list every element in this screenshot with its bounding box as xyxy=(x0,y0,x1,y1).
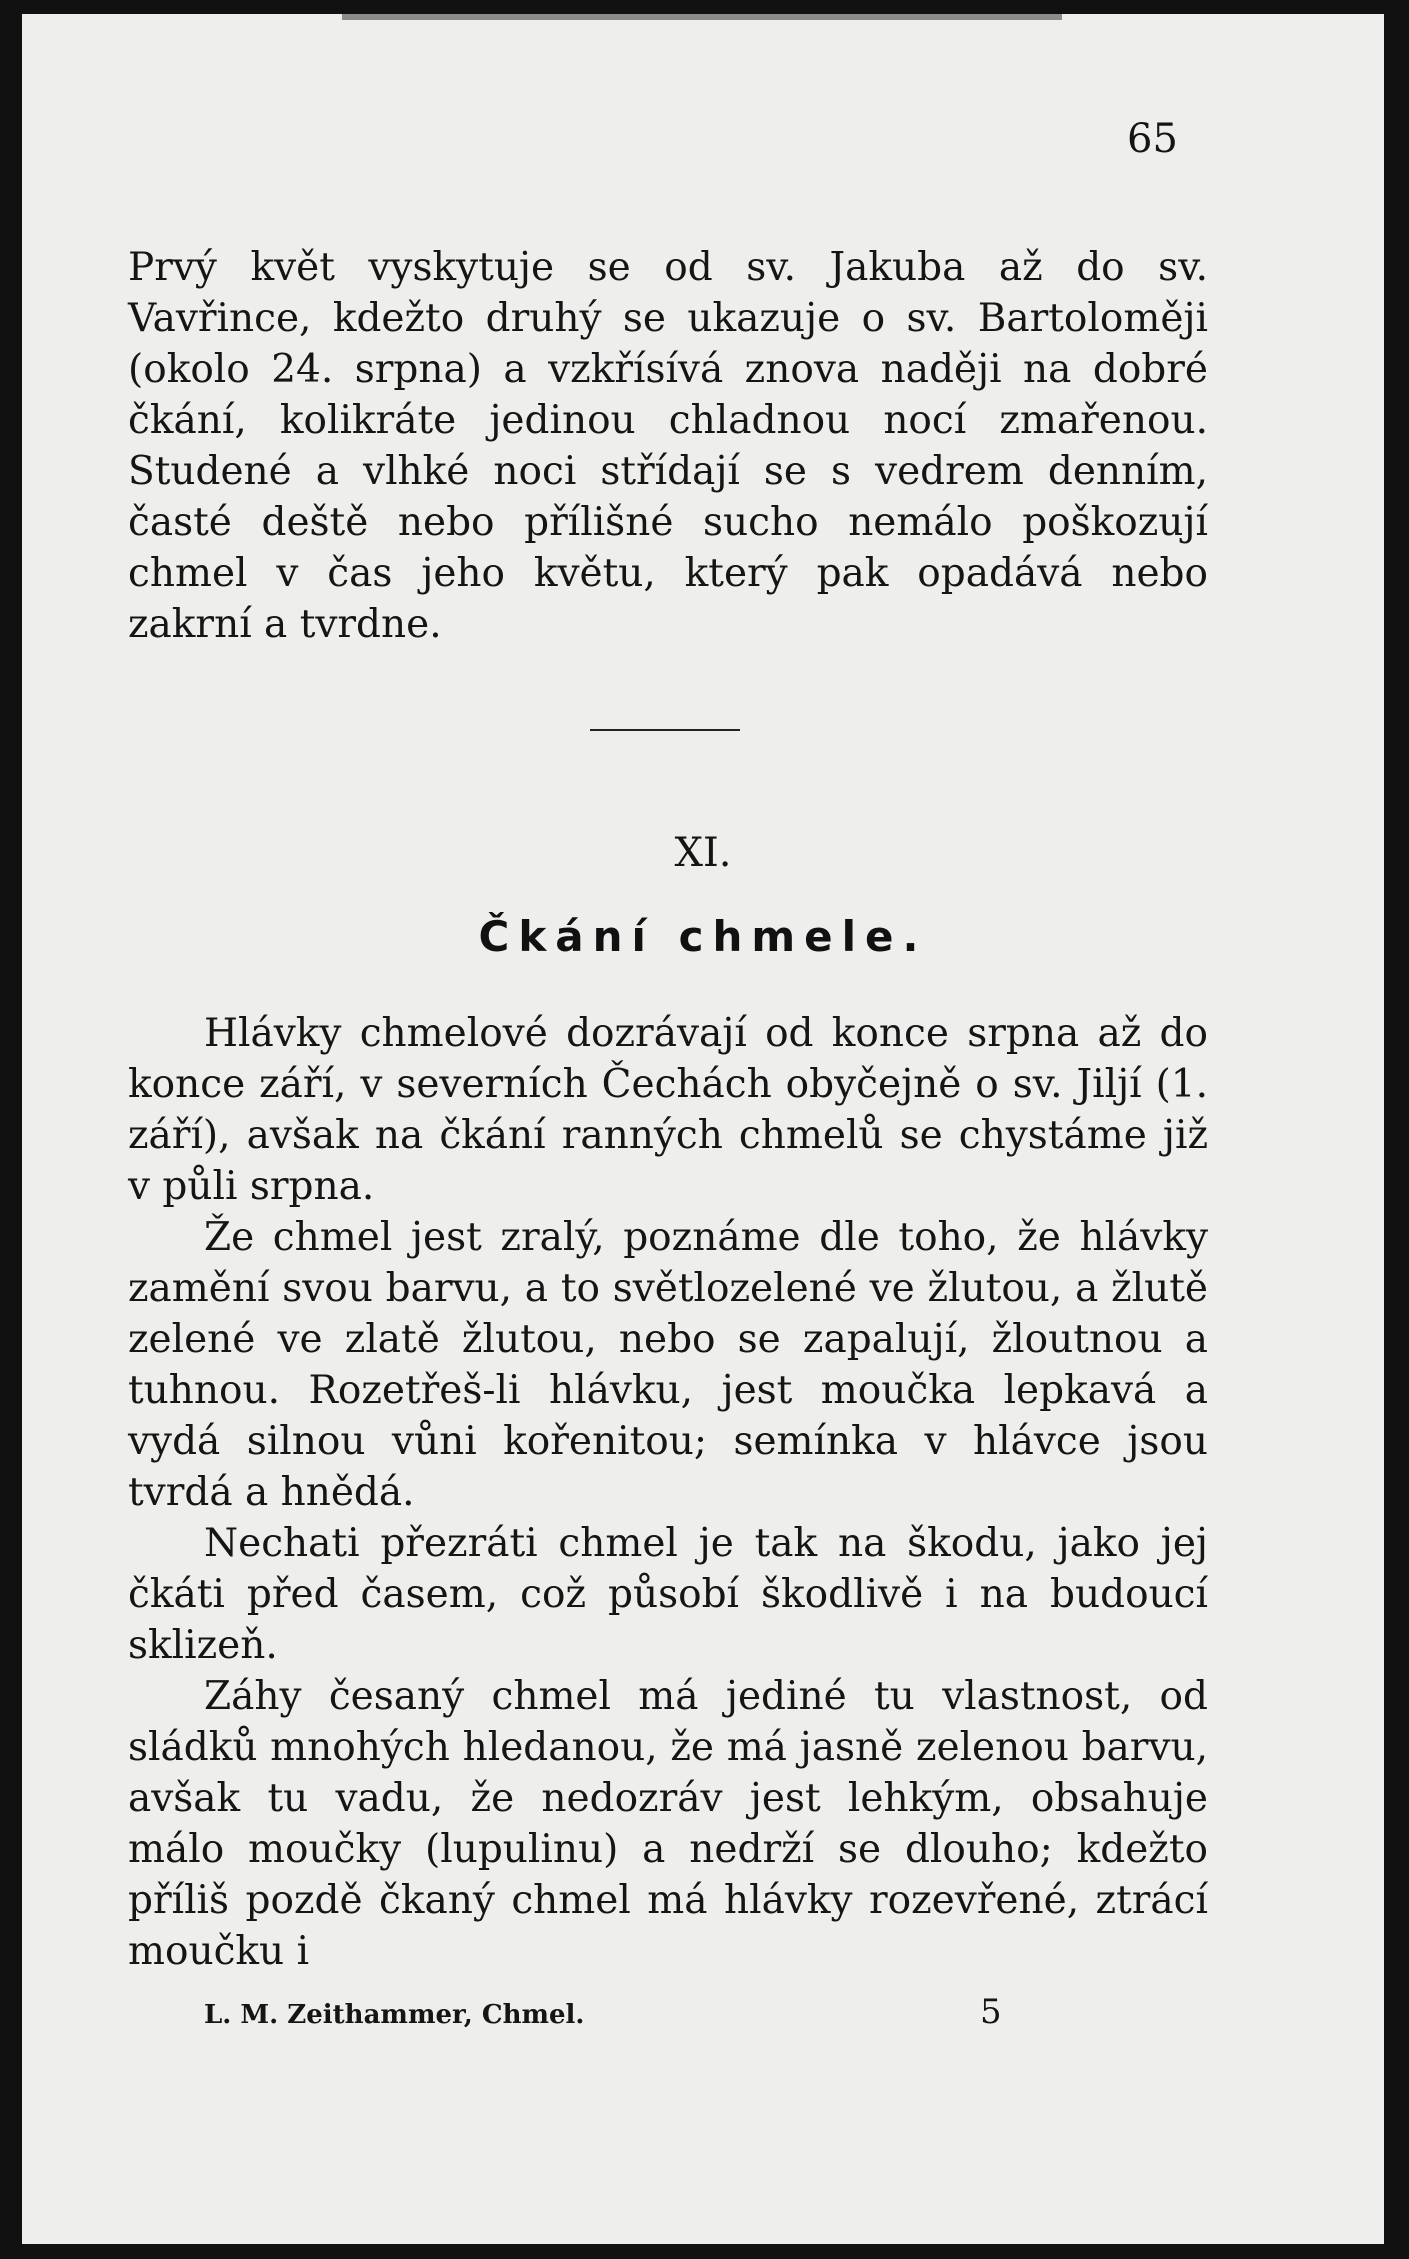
top-edge-rule xyxy=(342,14,1062,20)
paragraph: Že chmel jest zralý, poznáme dle toho, že hlávky zamění svou barvu, a to světlozelené ve žlutou, a žlutě zelené ve zlatě žlutou, nebo se zapalují, žloutnou a tuhnou. Rozetřeš-li hlávku, jest moučka lepkavá a vydá silnou vůni kořenitou; semínka v hlávce jsou tvrdá a hnědá. xyxy=(128,1215,1208,1515)
chapter-text xyxy=(128,1008,1208,1977)
chapter-number: XI. xyxy=(674,830,732,876)
book-page xyxy=(22,14,1384,2244)
section-divider xyxy=(590,729,740,731)
footer-source: L. M. Zeithammer, Chmel. xyxy=(204,2000,585,2030)
paragraph: Nechati přezráti chmel je tak na škodu, jako jej čkáti před časem, což působí škodlivě i na budoucí sklizeň. xyxy=(128,1521,1208,1668)
paragraph: Prvý květ vyskytuje se od sv. Jakuba až do sv. Vavřince, kdežto druhý se ukazuje o sv. Bartoloměji (okolo 24. srpna) a vzkřísívá znova naději na dobré čkání, kolikráte jedinou chladnou nocí zmařenou. Studené a vlhké noci střídají se s vedrem denním, časté deště nebo přílišné sucho nemálo poškozují chmel v čas jeho květu, který pak opadává nebo zakrní a tvrdne. xyxy=(128,245,1208,647)
paragraph: Záhy česaný chmel má jediné tu vlastnost, od sládků mnohých hledanou, že má jasně zelenou barvu, avšak tu vadu, že nedozráv jest lehkým, obsahuje málo moučky (lupulinu) a nedrží se dlouho; kdežto příliš pozdě čkaný chmel má hlávky rozevřené, ztrácí moučku i xyxy=(128,1674,1208,1974)
chapter-title: Čkání chmele. xyxy=(478,912,928,961)
continuation-text xyxy=(128,242,1208,650)
paragraph: Hlávky chmelové dozrávají od konce srpna až do konce září, v severních Čechách obyčejně o sv. Jiljí (1. září), avšak na čkání ranných chmelů se chystáme již v půli srpna. xyxy=(128,1011,1208,1209)
footer-signature: 5 xyxy=(980,1992,1002,2032)
page-number: 65 xyxy=(1127,116,1178,162)
